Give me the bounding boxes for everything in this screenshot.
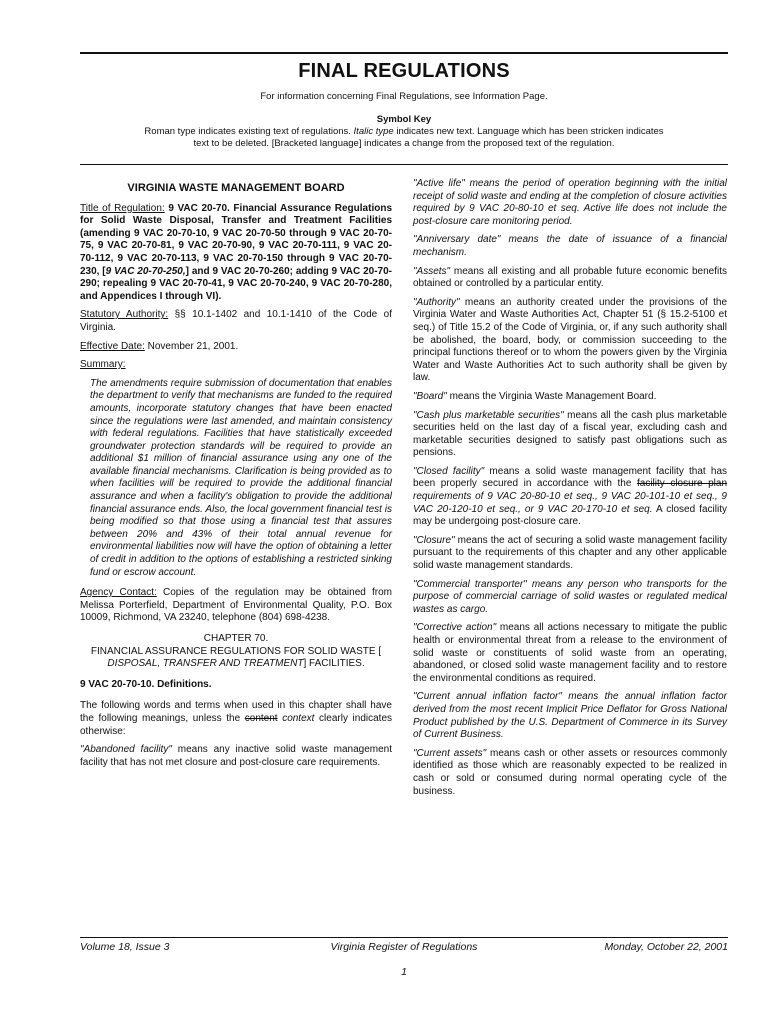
info-line: For information concerning Final Regulations, see Information Page. — [260, 91, 548, 102]
left-column — [80, 178, 392, 775]
definition-current-assets — [413, 748, 727, 798]
definitions-intro — [80, 700, 392, 738]
statutory-authority — [80, 309, 392, 334]
title-text: ] and 9 VAC 20-70-260; adding 9 VAC 20-70-290; repealing 9 VAC 20-70-41, 9 VAC 20-70-240, 9 VAC 20-70-280, and Appendices I through VI). — [80, 265, 392, 302]
symbol-key — [80, 114, 728, 150]
symbol-key-text: Roman type indicates existing text of regulations. — [144, 126, 351, 137]
symbol-key-text: indicates new text. Language which has been stricken indicates — [396, 126, 664, 137]
definition-text: means cash or other assets or resources commonly identified as those which are reasonably expected to be realized in cash or sold or consumed during normal operating cycle of the business. — [413, 747, 727, 797]
definition-text: means any inactive solid waste management facility that has not met closure and post-closure care requirements. — [80, 744, 393, 768]
page-number: 1 — [401, 966, 407, 978]
header-top-rule — [80, 52, 728, 54]
definition-term: "Cash plus marketable securities" — [413, 409, 564, 421]
summary-text: The amendments require submission of documentation that enables the department to verify that mechanisms are funded to the required amounts, incorporate statutory changes that have been enacted since the regulations were last amended, and maintain consistency with federal regulations. Facilities that have statistically exceeded groundwater protection standards will be required to provide an additional $1 million of financial assurance using any one of the available financial mechanisms. Clarification is being provided as to when facilities will be required to provide the additional financial assurance and when a facility's obligation to provide the additional financial assurance ends. Also, the local government financial test is being modified so that those using a financial test that assures between 20% and 43% of their total annual revenue for environmental liabilities now will have the option of obtaining a letter of credit in addition to the options of establishing a restricted sinking fund or escrow account. — [90, 377, 392, 578]
definition-term: "Closure" — [413, 534, 455, 546]
intro-text: clearly indicates otherwise: — [80, 712, 393, 737]
chapter-title — [80, 646, 392, 671]
board-title: VIRGINIA WASTE MANAGEMENT BOARD — [127, 182, 345, 194]
footer-date: Monday, October 22, 2001 — [604, 941, 728, 953]
page-title: FINAL REGULATIONS — [298, 60, 510, 82]
chapter-title-italic: DISPOSAL, TRANSFER AND TREATMENT — [107, 658, 304, 670]
definition-text: means an authority created under the provisions of the Virginia Water and Waste Authorities Act, Chapter 51 (§ 15.2-5100 et seq.) of Title 15.2 of the Code of Virginia, or, if any such authority shall be abolished, the board, body, or commission succeeding to the principal functions thereof or to whom the powers given by the Virginia Water and Waste Authorities Act to such authority shall be given by law. — [413, 296, 728, 384]
effective-date — [80, 341, 392, 354]
definition-text: means the act of securing a solid waste management facility pursuant to the requirements of this chapter and any other applicable solid waste management standards. — [413, 534, 728, 572]
definition-text: means the Virginia Waste Management Board. — [449, 390, 657, 402]
contact-text: Copies of the regulation may be obtained from Melissa Porterfield, Department of Environmental Quality, P.O. Box 10009, Richmond, VA 23240, telephone (804) 698-4238. — [80, 587, 393, 624]
chapter-heading — [80, 633, 392, 671]
definition-inflation-factor: "Current annual inflation factor" means the annual inflation factor derived from the most recent Implicit Price Deflator for Gross National Product published by the U.S. Department of Commerce in its Survey of Current Business. — [413, 691, 727, 741]
title-label: Title of Regulation: — [80, 202, 165, 214]
definition-corrective-action — [413, 622, 727, 685]
definition-text: A closed facility may be undergoing post-closure care. — [413, 503, 727, 528]
definition-term: "Board" — [413, 390, 447, 402]
effective-text: November 21, 2001. — [147, 340, 239, 352]
definition-text: means all the cash plus marketable securities held on the last day of a fiscal year, excluding cash and marketable securities designed to satisfy past obligations such as pensions. — [413, 409, 728, 459]
definition-term: "Abandoned facility" — [80, 744, 172, 756]
footer-rule — [80, 937, 728, 938]
definition-italic-text: requirements of 9 VAC 20-80-10 et seq., 9 VAC 20-101-10 et seq., 9 VAC 20-120-10 et seq., or 9 VAC 20-170-10 et seq. — [413, 491, 727, 515]
definition-commercial-transporter: "Commercial transporter" means any person who transports for the purpose of commercial carriage of solid wastes or regulated medical wastes as cargo. — [413, 578, 727, 615]
summary-label-text: Summary: — [80, 359, 126, 371]
regulation-title — [80, 203, 392, 304]
definition-board — [413, 391, 727, 404]
definition-anniversary-date: "Anniversary date" means the date of issuance of a financial mechanism. — [413, 234, 727, 258]
effective-label: Effective Date: — [80, 340, 145, 352]
definition-text: means all existing and all probable future economic benefits obtained or controlled by a particular entity. — [413, 265, 728, 290]
definition-term: "Authority" — [413, 296, 460, 308]
authority-label: Statutory Authority: — [80, 309, 169, 321]
chapter-title-text: FINANCIAL ASSURANCE REGULATIONS FOR SOLID WASTE [ — [90, 645, 382, 657]
chapter-number: CHAPTER 70. — [203, 633, 269, 644]
footer-publication: Virginia Register of Regulations — [330, 941, 478, 953]
definition-struck-text: facility closure plan — [636, 478, 728, 490]
summary-label — [80, 359, 392, 372]
chapter-title-text: ] FACILITIES. — [303, 658, 365, 670]
symbol-key-title: Symbol Key — [376, 114, 432, 125]
title-text-italic: 9 VAC 20-70-250, — [105, 265, 186, 277]
definition-abandoned-facility — [80, 744, 392, 769]
definition-text: means a solid waste management facility that has been properly secured in accordance with the — [413, 465, 728, 490]
authority-text: §§ 10.1-1402 and 10.1-1410 of the Code of Virginia. — [80, 309, 392, 333]
symbol-key-line-1 — [80, 126, 728, 138]
definition-active-life: "Active life" means the period of operation beginning with the initial receipt of solid waste and ending at the completion of closure activities required by 9 VAC 20-80-10 et seq. Active life does not include the post-closure care monitoring period. — [413, 178, 727, 227]
title-text: 9 VAC 20-70. Financial Assurance Regulations for Solid Waste Disposal, Transfer and Treatment Facilities (amending 9 VAC 20-70-10, 9 VAC 20-70-50 through 9 VAC 20-70-75, 9 VAC 20-70-81, 9 VAC 20-70-90, 9 VAC 20-70-111, 9 VAC 20-70-112, 9 VAC 20-70-113, 9 VAC 20-70-150 through 9 VAC 20-70-230, [ — [80, 202, 392, 277]
definition-term: "Closed facility" — [413, 465, 485, 477]
intro-struck-text: content — [244, 712, 278, 724]
definition-text: means all actions necessary to mitigate the public health or environmental threat from a release to the environment of solid waste or constituents of solid waste from an operating, abandoned, or closed solid waste management facility and to restore the environmental conditions as required. — [413, 622, 727, 684]
right-column — [413, 178, 727, 804]
definition-assets — [413, 266, 727, 291]
definition-term: "Assets" — [413, 265, 451, 277]
definition-term: "Current assets" — [413, 747, 487, 759]
header-bottom-rule — [80, 164, 728, 165]
definition-term: "Corrective action" — [413, 622, 497, 634]
section-heading: 9 VAC 20-70-10. Definitions. — [80, 678, 212, 690]
intro-italic-text: context — [282, 712, 315, 724]
intro-text: The following words and terms when used in this chapter shall have the following meanings, unless the — [80, 700, 392, 724]
symbol-key-line-2: text to be deleted. [Bracketed language] indicates a change from the proposed text of the regulation. — [193, 138, 615, 149]
footer-volume: Volume 18, Issue 3 — [80, 941, 170, 953]
definition-authority — [413, 297, 727, 385]
symbol-key-italic-label: Italic type — [353, 126, 394, 137]
agency-contact — [80, 587, 392, 625]
definition-cash — [413, 410, 727, 460]
contact-label: Agency Contact: — [80, 587, 157, 599]
definition-closed-facility — [413, 466, 727, 529]
definition-closure — [413, 535, 727, 573]
